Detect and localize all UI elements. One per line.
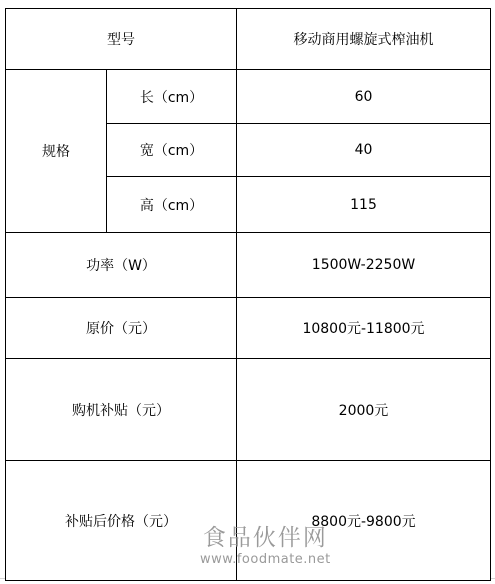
- power-value-cell[interactable]: 1500W-2250W: [237, 233, 491, 298]
- power-label-cell[interactable]: 功率（W）: [6, 233, 237, 298]
- spec-label-cell[interactable]: 规格: [6, 70, 107, 233]
- final-price-value-cell[interactable]: 8800元-9800元: [237, 461, 491, 581]
- table-row: [6, 461, 491, 581]
- length-label-cell[interactable]: 长（cm）: [107, 70, 237, 124]
- watermark-chinese: 食品伙伴网: [202, 525, 328, 551]
- final-price-label-cell[interactable]: 补贴后价格（元）: [6, 461, 237, 581]
- table-row: [6, 70, 491, 124]
- table-row: [6, 359, 491, 461]
- model-value-cell[interactable]: 移动商用螺旋式榨油机: [237, 9, 491, 70]
- original-price-label-cell[interactable]: 原价（元）: [6, 298, 237, 359]
- subsidy-label-cell[interactable]: 购机补贴（元）: [6, 359, 237, 461]
- height-label-cell[interactable]: 高（cm）: [107, 177, 237, 233]
- spec-table: [5, 8, 491, 581]
- subsidy-value-cell[interactable]: 2000元: [237, 359, 491, 461]
- watermark-url: www.foodmate.net: [200, 552, 331, 567]
- length-value-cell[interactable]: 60: [237, 70, 491, 124]
- width-label-cell[interactable]: 宽（cm）: [107, 124, 237, 177]
- height-value-cell[interactable]: 115: [237, 177, 491, 233]
- width-value-cell[interactable]: 40: [237, 124, 491, 177]
- table-row: [6, 233, 491, 298]
- table-row: [6, 298, 491, 359]
- model-label-cell[interactable]: 型号: [6, 9, 237, 70]
- original-price-value-cell[interactable]: 10800元-11800元: [237, 298, 491, 359]
- table-row: [6, 9, 491, 70]
